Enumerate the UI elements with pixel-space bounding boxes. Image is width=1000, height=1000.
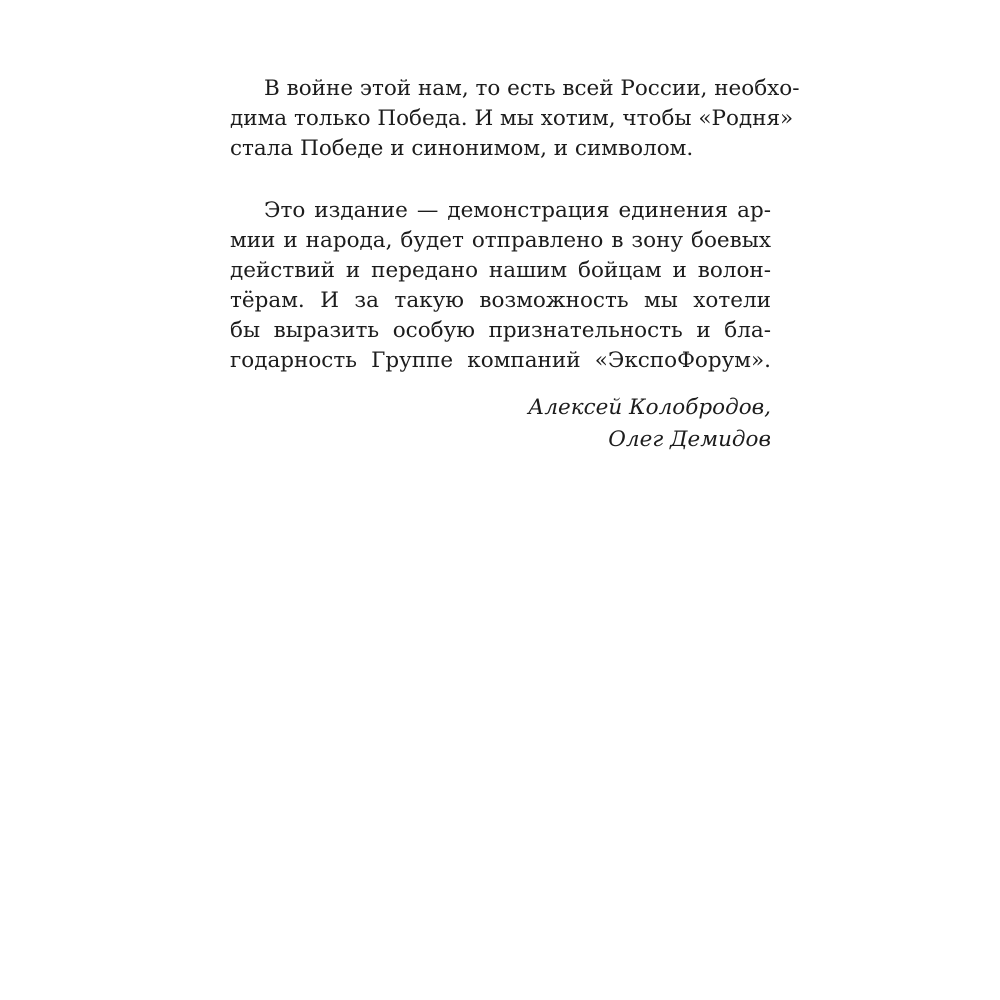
paragraph-2-line-6: годарность Группе компаний «ЭкспоФорум».: [230, 348, 771, 373]
paragraph-2-line-3: действий и передано нашим бойцам и волон-: [230, 258, 771, 283]
paragraph-spacer: [230, 164, 771, 196]
paragraph-2-line-1: Это издание — демонстрация единения ар-: [264, 198, 771, 223]
paragraph-1-line-3: стала Победе и синонимом, и символом.: [230, 136, 694, 161]
paragraph-2-line-4: тёрам. И за такую возможность мы хотели: [230, 288, 771, 313]
paragraph-2-line-5: бы выразить особую признательность и бла-: [230, 318, 771, 343]
paragraph-2-line-2: мии и народа, будет отправлено в зону боевых: [230, 228, 771, 253]
paragraph-2: [230, 196, 771, 376]
signature-line-1: Алексей Колобродов,: [528, 395, 771, 420]
paragraph-1-line-2: дима только Победа. И мы хотим, чтобы «Родня»: [230, 106, 794, 131]
signature: [230, 392, 771, 456]
paragraph-1-line-1: В войне этой нам, то есть всей России, необхо-: [264, 76, 800, 101]
signature-line-2: Олег Демидов: [608, 427, 771, 452]
paragraph-1: [230, 74, 800, 164]
signature-spacer: [230, 376, 771, 392]
text-block: [230, 74, 800, 456]
